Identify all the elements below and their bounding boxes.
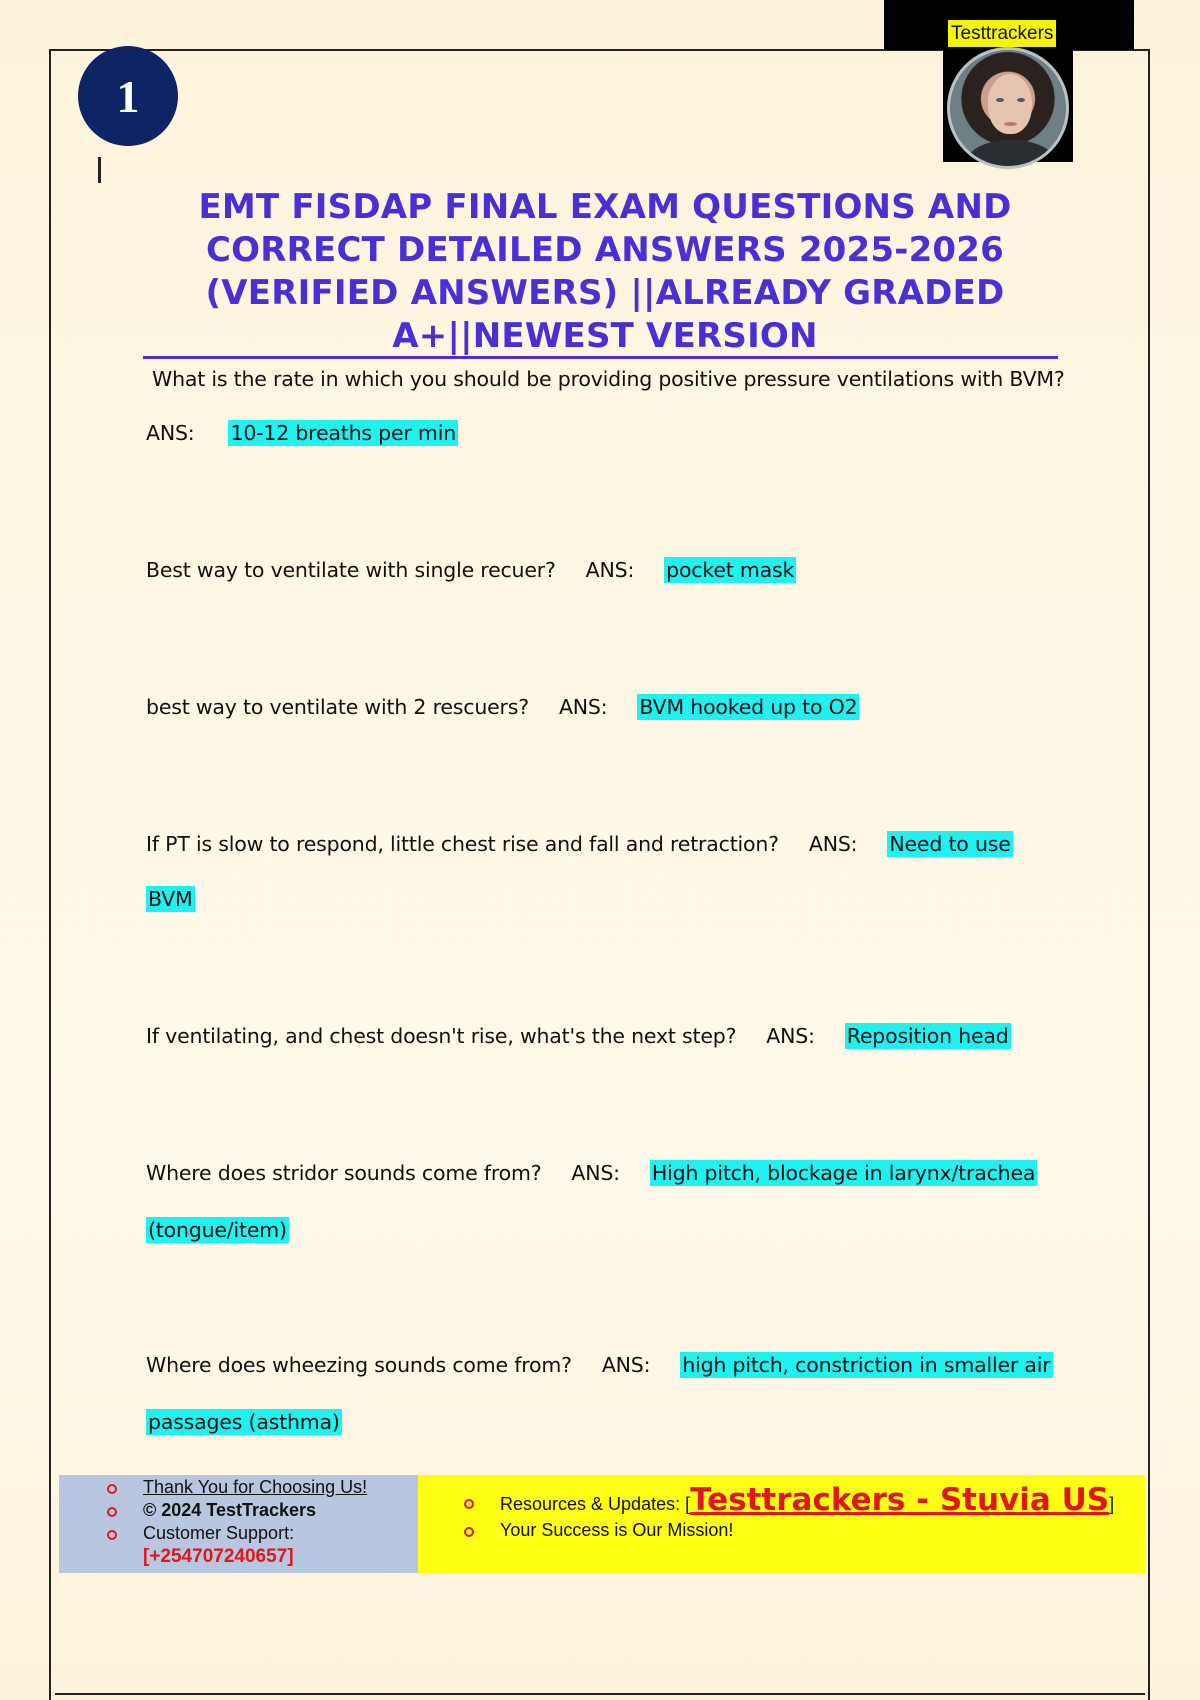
question-text: best way to ventilate with 2 rescuers?: [146, 695, 529, 719]
question-text: Where does wheezing sounds come from?: [146, 1353, 572, 1377]
answer-highlight: high pitch, constriction in smaller air: [682, 1353, 1051, 1377]
question-text: If ventilating, and chest doesn't rise, what's the next step?: [146, 1024, 737, 1048]
ans-label: ANS:: [558, 695, 608, 719]
title-line: (VERIFIED ANSWERS) ||ALREADY GRADED: [205, 273, 1005, 313]
answer-highlight: passages (asthma): [148, 1410, 340, 1434]
answer-continuation: [146, 1409, 342, 1435]
question-text: What is the rate in which you should be providing positive pressure ventilations with BVM?: [152, 367, 1065, 391]
answer-highlight: Need to use: [889, 832, 1011, 856]
answer-highlight: pocket mask: [666, 558, 795, 582]
footer-right-panel: [418, 1475, 1145, 1573]
title-line: CORRECT DETAILED ANSWERS 2025-2026: [206, 230, 1004, 270]
resources-close: ]: [1109, 1494, 1115, 1514]
qa-item: [146, 557, 796, 583]
resources-line: [500, 1482, 1114, 1518]
title-line: EMT FISDAP FINAL EXAM QUESTIONS AND: [198, 187, 1012, 227]
thanks-link[interactable]: Thank You for Choosing Us!: [143, 1477, 368, 1497]
bullet-icon: [464, 1499, 474, 1509]
qa-item: [146, 694, 859, 720]
avatar: [947, 47, 1069, 169]
answer-line: [146, 420, 458, 446]
title-line: A+||NEWEST VERSION: [392, 316, 818, 356]
answer-highlight: High pitch, blockage in larynx/trachea: [651, 1161, 1036, 1185]
qa-item: [146, 1023, 1011, 1049]
qa-item: [146, 831, 1013, 857]
ans-label: ANS:: [601, 1353, 651, 1377]
brand-tag: Testtrackers: [948, 20, 1056, 47]
bullet-icon: [107, 1484, 117, 1494]
ans-label: ANS:: [146, 421, 195, 445]
mission-text: Your Success is Our Mission!: [500, 1520, 734, 1540]
ans-label: ANS:: [766, 1024, 815, 1048]
title-underline: [143, 356, 1058, 359]
stuvia-store-link[interactable]: Testtrackers - Stuvia US: [690, 1482, 1110, 1518]
bottom-rule: [55, 1693, 1145, 1695]
resources-label: Resources & Updates: [: [500, 1494, 691, 1514]
support-label: Customer Support:: [143, 1523, 295, 1543]
answer-highlight: BVM hooked up to O2: [639, 695, 858, 719]
answer-continuation: [146, 1217, 289, 1243]
ans-label: ANS:: [571, 1161, 620, 1185]
question-text: Best way to ventilate with single recuer?: [146, 558, 556, 582]
footer-left-panel: [59, 1475, 418, 1573]
answer-highlight: (tongue/item): [148, 1218, 287, 1242]
bullet-icon: [464, 1527, 474, 1537]
bullet-icon: [107, 1507, 117, 1517]
answer-continuation: [146, 886, 195, 912]
question-text: If PT is slow to respond, little chest rise and fall and retraction?: [146, 832, 779, 856]
text-cursor: [98, 157, 101, 183]
ans-label: ANS:: [585, 558, 635, 582]
ans-label: ANS:: [808, 832, 858, 856]
bullet-icon: [107, 1530, 117, 1540]
question-text: Where does stridor sounds come from?: [146, 1161, 542, 1185]
copyright-text: © 2024 TestTrackers: [143, 1500, 317, 1520]
page-number-badge: 1: [78, 46, 178, 146]
document-title: [140, 186, 1070, 358]
answer-highlight: 10-12 breaths per min: [230, 421, 456, 445]
avatar-frame: [943, 48, 1073, 162]
qa-item: [146, 1160, 1037, 1186]
answer-highlight: Reposition head: [846, 1024, 1009, 1048]
qa-item: [146, 1352, 1053, 1378]
support-phone-link[interactable]: [+254707240657]: [143, 1546, 294, 1567]
answer-highlight: BVM: [148, 887, 193, 911]
